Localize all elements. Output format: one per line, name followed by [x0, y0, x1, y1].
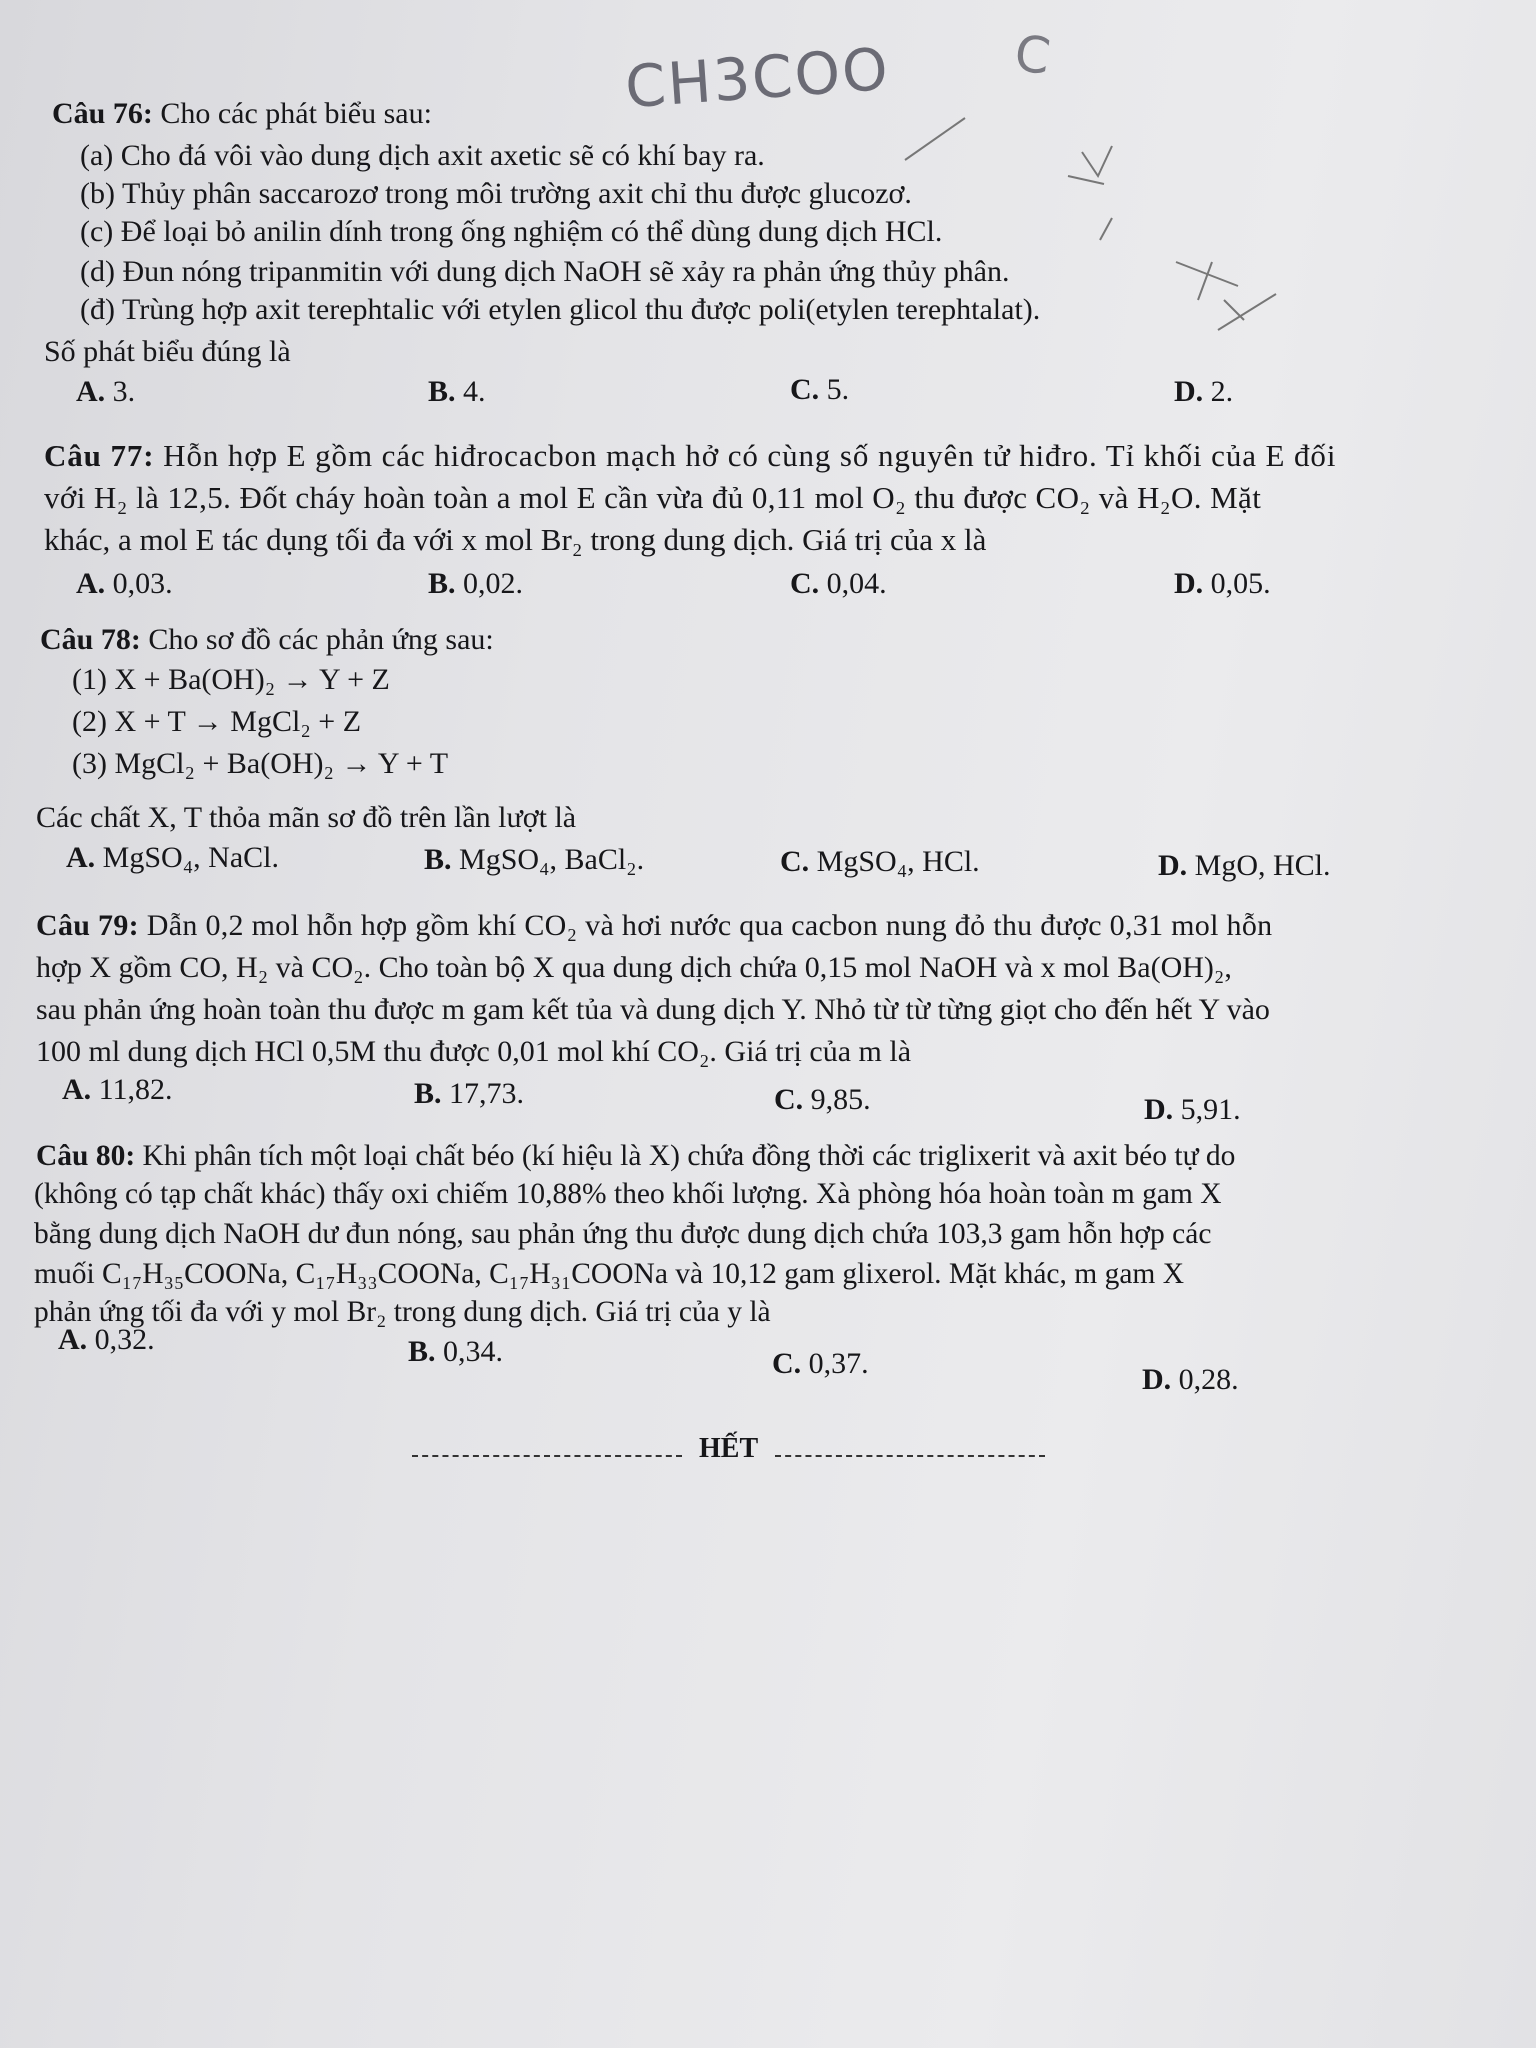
q80-text-1: Khi phân tích một loại chất béo (kí hiệu là X) chứa đồng thời các triglixerit và axit béo tự do: [142, 1140, 1236, 1172]
option-label: A.: [66, 841, 96, 874]
end-text: HẾT: [699, 1433, 759, 1464]
check-mark-dd: [1218, 294, 1276, 330]
check-mark-a: [905, 118, 965, 160]
option-label: C.: [774, 1083, 804, 1116]
option-text: 5,91.: [1180, 1093, 1241, 1126]
option-text: 0,32.: [94, 1323, 155, 1356]
option-label: C.: [790, 373, 820, 406]
option-label: B.: [408, 1335, 436, 1368]
handwritten-note: CH3COO: [622, 34, 892, 122]
q76-item-b: (b) Thủy phân saccarozơ trong môi trường axit chỉ thu được glucozơ.: [80, 177, 912, 210]
q78-stem: Cho sơ đồ các phản ứng sau:: [148, 623, 494, 656]
q79-line-4: 100 ml dung dịch HCl 0,5M thu được 0,01 mol khí CO₂. Giá trị của m là: [36, 1035, 912, 1068]
option-label: B.: [414, 1077, 442, 1110]
q78-reaction-3: (3) MgCl₂ + Ba(OH)₂ → Y + T: [72, 747, 449, 780]
q79-line-2: hợp X gồm CO, H₂ và CO₂. Cho toàn bộ X qua dung dịch chứa 0,15 mol NaOH và x mol Ba(OH)₂,: [36, 951, 1232, 984]
option-text: 17,73.: [449, 1077, 525, 1110]
q79-label: Câu 79:: [36, 909, 139, 942]
handwritten-note-2: C: [1011, 23, 1054, 87]
q79-text-1: Dẫn 0,2 mol hỗn hợp gồm khí CO₂ và hơi nước qua cacbon nung đỏ thu được 0,31 mol hỗn: [146, 909, 1273, 942]
option-label: D.: [1142, 1363, 1172, 1396]
option-text: 0,05.: [1210, 567, 1271, 600]
option-label: B.: [424, 843, 452, 876]
option-text: 2.: [1210, 375, 1234, 408]
q76-item-a: (a) Cho đá vôi vào dung dịch axit axetic sẽ có khí bay ra.: [80, 139, 765, 172]
check-mark-c: [1100, 218, 1112, 240]
option-text: MgSO₄, NaCl.: [102, 841, 279, 874]
option-label: D.: [1144, 1093, 1174, 1126]
option-label: A.: [76, 567, 106, 600]
option-label: A.: [62, 1073, 92, 1106]
option-label: C.: [772, 1347, 802, 1380]
q78-reaction-1: (1) X + Ba(OH)₂ → Y + Z: [72, 663, 390, 696]
check-mark-dd2: [1224, 300, 1244, 320]
q79-line-3: sau phản ứng hoàn toàn thu được m gam kết tủa và dung dịch Y. Nhỏ từ từ từng giọt cho đến hết Y vào: [36, 993, 1270, 1026]
option-label: B.: [428, 567, 456, 600]
cross-mark-d: [1176, 262, 1238, 300]
option-label: B.: [428, 375, 456, 408]
option-text: 0,37.: [808, 1347, 869, 1380]
option-text: MgSO₄, BaCl₂.: [459, 843, 645, 876]
q76-item-dd: (đ) Trùng hợp axit terephtalic với etylen glicol thu được poli(etylen terephtalat).: [80, 293, 1041, 326]
option-text: 0,02.: [463, 567, 524, 600]
q80-line-3: bằng dung dịch NaOH dư đun nóng, sau phản ứng thu được dung dịch chứa 103,3 gam hỗn hợp các: [34, 1218, 1212, 1250]
option-text: 5.: [826, 373, 850, 406]
option-text: 9,85.: [810, 1083, 871, 1116]
option-label: D.: [1174, 567, 1204, 600]
option-label: A.: [58, 1323, 88, 1356]
q78-ask: Các chất X, T thỏa mãn sơ đồ trên lần lượt là: [36, 801, 577, 834]
check-mark-b2: [1068, 176, 1104, 184]
q76-item-d: (d) Đun nóng tripanmitin với dung dịch NaOH sẽ xảy ra phản ứng thủy phân.: [80, 255, 1010, 288]
q80-label: Câu 80:: [36, 1140, 136, 1172]
option-label: C.: [790, 567, 820, 600]
option-label: C.: [780, 845, 810, 878]
option-text: 11,82.: [98, 1073, 173, 1106]
option-text: 0,03.: [112, 567, 173, 600]
option-text: 0,04.: [826, 567, 887, 600]
option-text: MgO, HCl.: [1194, 849, 1331, 882]
check-mark-b: [1082, 146, 1112, 176]
q80-line-2: (không có tạp chất khác) thấy oxi chiếm 10,88% theo khối lượng. Xà phòng hóa hoàn toàn m gam X: [34, 1178, 1222, 1210]
q77-line-3: khác, a mol E tác dụng tối đa với x mol Br₂ trong dung dịch. Giá trị của x là: [44, 522, 987, 557]
q76-ask: Số phát biểu đúng là: [44, 335, 291, 368]
q80-line-4: muối C₁₇H₃₅COONa, C₁₇H₃₃COONa, C₁₇H₃₁COONa và 10,12 gam glixerol. Mặt khác, m gam X: [34, 1258, 1185, 1290]
q76-item-c: (c) Để loại bỏ anilin dính trong ống nghiệm có thể dùng dung dịch HCl.: [80, 215, 943, 248]
option-text: 4.: [463, 375, 486, 408]
q77-line-2: với H₂ là 12,5. Đốt cháy hoàn toàn a mol E cần vừa đủ 0,11 mol O₂ thu được CO₂ và H₂O. Mặt: [44, 480, 1262, 515]
option-label: A.: [76, 375, 106, 408]
q80-line-5: phản ứng tối đa với y mol Br₂ trong dung dịch. Giá trị của y là: [34, 1296, 771, 1328]
option-label: D.: [1174, 375, 1204, 408]
option-label: D.: [1158, 849, 1188, 882]
option-text: 0,34.: [443, 1335, 504, 1368]
q76-stem: Cho các phát biểu sau:: [160, 97, 432, 130]
q77-label: Câu 77:: [44, 438, 155, 473]
q77-text-1: Hỗn hợp E gồm các hiđrocacbon mạch hở có cùng số nguyên tử hiđro. Tỉ khối của E đối: [163, 438, 1337, 473]
q78-label: Câu 78:: [40, 623, 141, 656]
q78-reaction-2: (2) X + T → MgCl₂ + Z: [72, 705, 362, 738]
option-text: MgSO₄, HCl.: [816, 845, 980, 878]
option-text: 3.: [112, 375, 136, 408]
option-text: 0,28.: [1178, 1363, 1239, 1396]
q76-label: Câu 76:: [52, 97, 153, 130]
